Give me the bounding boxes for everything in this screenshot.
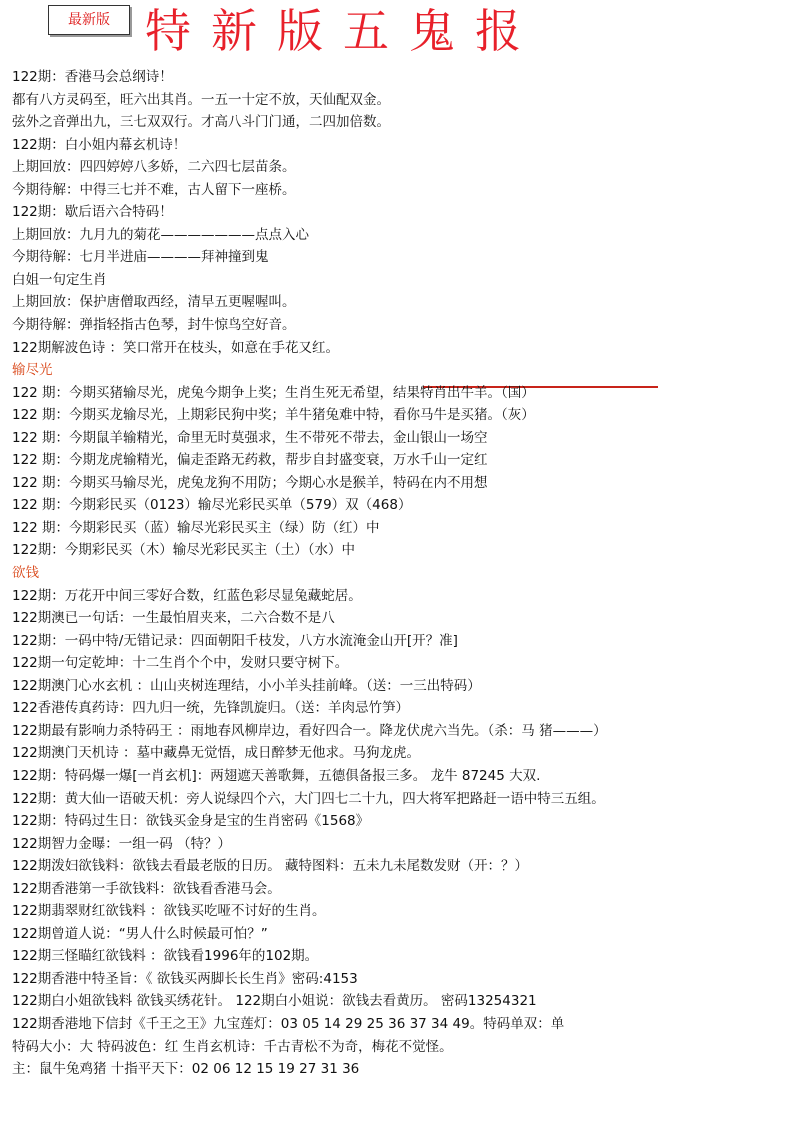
- document-body: [12, 66, 787, 1081]
- text-line: 122期最有影响力杀特码王 ：雨地春风柳岸边，看好四合一。降龙伏虎六当先。（杀：马 猪———）: [12, 722, 607, 739]
- text-line: 122期白小姐欲钱料 欲钱买绣花针。 122期白小姐说：欲钱去看黄历。 密码13254321: [12, 993, 537, 1010]
- text-line: 122期：香港马会总纲诗！: [12, 69, 173, 85]
- page-title: 特新版五鬼报: [145, 4, 541, 58]
- text-line: 122期：歇后语六合特码！: [12, 204, 173, 221]
- edition-badge: 最新版: [48, 5, 130, 35]
- text-line: 今期待解：七月半进庙————拜神撞到鬼: [12, 249, 269, 266]
- text-line: 122期香港中特圣旨：《 欲钱买两脚长长生肖》密码:4153: [12, 970, 358, 987]
- text-line: 122 期：今期彩民买（0123）输尽光彩民买单（579）双（468）: [12, 497, 412, 514]
- text-line: 白姐一句定生肖: [12, 271, 107, 288]
- text-line: 弦外之音弹出九，三七双双行。才高八斗门门通，二四加倍数。: [12, 114, 390, 131]
- text-line: 主：鼠牛兔鸡猪 十指平天下：02 06 12 15 19 27 31 36: [12, 1061, 360, 1078]
- text-line: 122香港传真药诗：四九归一统，先锋凯旋归。（送：羊肉忌竹笋）: [12, 700, 410, 717]
- text-line: 特码大小：大 特码波色：红 生肖玄机诗：千古青松不为奇，梅花不觉怪。: [12, 1038, 453, 1055]
- text-line: 122期泼妇欲钱料：欲钱去看最老版的日历。 藏特图料：五未九未尾数发财（开：？）: [12, 858, 529, 875]
- text-line: 122期智力金曝：一组一码 （特？）: [12, 835, 232, 852]
- text-line: 122期：黄大仙一语破天机：旁人说绿四个六，大门四七二十九，四大将军把路赶一语中特三五组。: [12, 790, 605, 807]
- text-line: 122期翡翠财红欲钱料 ：欲钱买吃哑不讨好的生肖。: [12, 903, 326, 920]
- text-line: 122期：特码爆一爆[一肖玄机]：两翅遮天善歌舞，五德俱备报三多。 龙牛 87245 大双.: [12, 767, 541, 784]
- text-line: 122期：今期彩民买（木）输尽光彩民买主（土）（水）中: [12, 542, 356, 559]
- text-line: 今期待解：中得三七并不难，古人留下一座桥。: [12, 181, 296, 198]
- text-line: 122期三怪瞄红欲钱料 ：欲钱看1996年的102期。: [12, 948, 319, 965]
- text-line: 122 期：今期龙虎输精光，偏走歪路无药救，帮步自封盛变衰，万水千山一定红: [12, 452, 488, 469]
- text-line: 122期：白小姐内幕玄机诗！: [12, 136, 187, 153]
- text-line: 今期待解：弹指轻指古色琴，封牛惊鸟空好音。: [12, 317, 296, 334]
- text-line: 122期香港第一手欲钱料：欲钱看香港马会。: [12, 880, 281, 897]
- text-line: 122 期：今期买龙输尽光，上期彩民狗中奖；羊牛猪兔难中特，看你马牛是买猪。（灰）: [12, 407, 535, 424]
- header: [0, 0, 793, 62]
- text-line: 上期回放：四四婷婷八多娇，二六四七层苗条。: [12, 159, 296, 176]
- text-line: 122期澳门心水玄机 ：山山夹树连理结，小小羊头挂前峰。（送：一三出特码）: [12, 677, 481, 694]
- text-line: 122期一句定乾坤：十二生肖个个中，发财只要守树下。: [12, 655, 349, 672]
- text-line: 上期回放：保护唐僧取西经，清早五更喔喔叫。: [12, 294, 296, 311]
- text-line: 都有八方灵码至，旺六出其肖。一五一十定不放，天仙配双金。: [12, 91, 390, 108]
- text-line: 122期：特码过生日：欲钱买金身是宝的生肖密码《1568》: [12, 813, 370, 830]
- text-line: 122 期：今期买猪输尽光，虎兔今期争上奖；生肖生死无希望，结果特肖出牛羊。（国）: [12, 384, 535, 401]
- text-line: 122期解波色诗 ：笑口常开在枝头，如意在手花又红。: [12, 339, 340, 356]
- text-line: 122期澳已一句话：一生最怕眉夹来，二六合数不是八: [12, 610, 335, 627]
- section-heading: 输尽光: [12, 362, 53, 379]
- text-line: 122 期：今期买马输尽光，虎兔龙狗不用防；今期心水是猴羊，特码在内不用想: [12, 474, 488, 491]
- text-line: 122 期：今期彩民买（蓝）输尽光彩民买主（绿）防（红）中: [12, 519, 380, 536]
- text-line: 上期回放：九月九的菊花———————点点入心: [12, 226, 309, 243]
- text-line: 122期：万花开中间三零好合数，红蓝色彩尽显兔藏蛇居。: [12, 587, 362, 604]
- section-heading: 欲钱: [12, 565, 39, 582]
- text-line: 122期香港地下信封《千王之王》九宝莲灯：03 05 14 29 25 36 37 34 49。特码单双：单: [12, 1015, 565, 1032]
- text-line: 122期曾道人说：“男人什么时候最可怕？”: [12, 925, 268, 942]
- text-line: 122 期：今期鼠羊输精光，命里无时莫强求，生不带死不带去，金山银山一场空: [12, 429, 488, 446]
- text-line: 122期澳门天机诗 ：墓中藏鼻无觉悟，成日醉梦无他求。马狗龙虎。: [12, 745, 421, 762]
- text-line: 122期：一码中特/无错记录：四面朝阳千枝发，八方水流淹金山开[开？准]: [12, 632, 458, 649]
